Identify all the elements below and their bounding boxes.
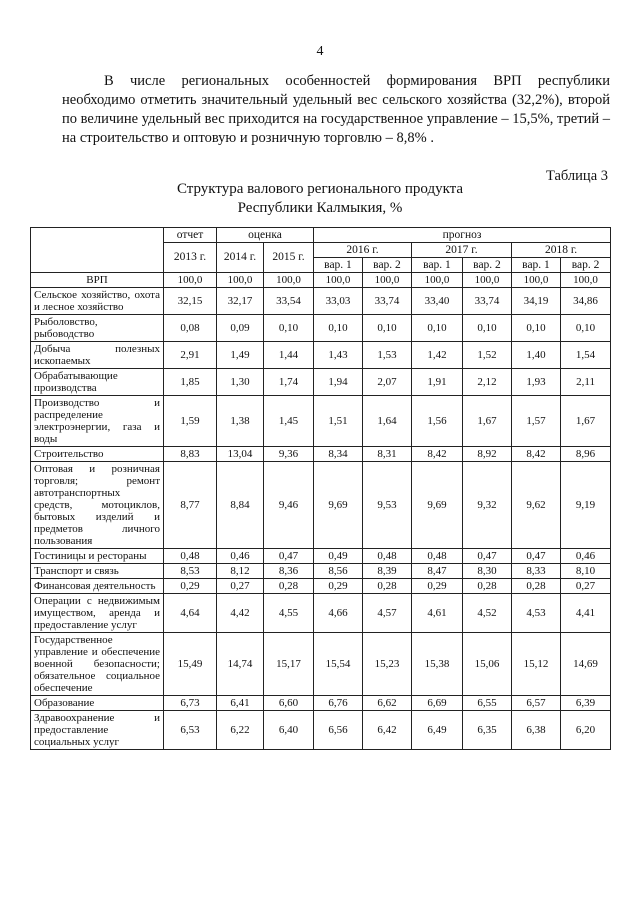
value-cell: 8,42 <box>512 447 561 462</box>
row-label: Гостиницы и рестораны <box>31 549 164 564</box>
value-cell: 14,69 <box>561 633 611 696</box>
value-cell: 2,91 <box>164 342 217 369</box>
value-cell: 1,30 <box>217 369 264 396</box>
value-cell: 4,42 <box>217 594 264 633</box>
value-cell: 9,62 <box>512 462 561 549</box>
value-cell: 1,93 <box>512 369 561 396</box>
value-cell: 15,38 <box>412 633 463 696</box>
value-cell: 1,44 <box>264 342 314 369</box>
header-year-2017: 2017 г. <box>412 243 512 258</box>
value-cell: 100,0 <box>463 273 512 288</box>
table-label: Таблица 3 <box>545 168 608 184</box>
table-row <box>31 396 611 447</box>
header-2018-var-1: вар. 1 <box>512 258 561 273</box>
intro-paragraph: В числе региональных особенностей формирования ВРП республики необходимо отметить значительный удельный вес сельского хозяйства (32,2%), второй по величине удельный вес приходится на государственное управление – 15,5%, третий – на строительство и оптовую и розничную торговлю – 8,8% . <box>62 73 610 146</box>
value-cell: 15,12 <box>512 633 561 696</box>
value-cell: 1,56 <box>412 396 463 447</box>
value-cell: 33,74 <box>363 288 412 315</box>
value-cell: 0,29 <box>412 579 463 594</box>
value-cell: 0,28 <box>363 579 412 594</box>
value-cell: 100,0 <box>164 273 217 288</box>
header-year-2014: 2014 г. <box>217 243 264 273</box>
value-cell: 8,10 <box>561 564 611 579</box>
header-report: отчет <box>164 228 217 243</box>
value-cell: 4,61 <box>412 594 463 633</box>
value-cell: 0,28 <box>463 579 512 594</box>
value-cell: 6,62 <box>363 696 412 711</box>
value-cell: 0,10 <box>264 315 314 342</box>
value-cell: 15,06 <box>463 633 512 696</box>
value-cell: 9,53 <box>363 462 412 549</box>
value-cell: 8,47 <box>412 564 463 579</box>
value-cell: 0,10 <box>314 315 363 342</box>
row-label: Добыча полезных ископаемых <box>31 342 164 369</box>
row-label: Финансовая деятельность <box>31 579 164 594</box>
value-cell: 4,55 <box>264 594 314 633</box>
header-year-2013: 2013 г. <box>164 243 217 273</box>
value-cell: 6,56 <box>314 711 363 750</box>
value-cell: 14,74 <box>217 633 264 696</box>
header-year-2015: 2015 г. <box>264 243 314 273</box>
value-cell: 8,34 <box>314 447 363 462</box>
value-cell: 2,11 <box>561 369 611 396</box>
value-cell: 9,19 <box>561 462 611 549</box>
value-cell: 0,08 <box>164 315 217 342</box>
value-cell: 0,46 <box>217 549 264 564</box>
row-label: Рыболовство, рыбоводство <box>31 315 164 342</box>
value-cell: 4,57 <box>363 594 412 633</box>
value-cell: 1,59 <box>164 396 217 447</box>
value-cell: 0,49 <box>314 549 363 564</box>
table-title-line-2: Республики Калмыкия, % <box>237 200 403 216</box>
value-cell: 0,10 <box>561 315 611 342</box>
value-cell: 0,27 <box>561 579 611 594</box>
row-label: Производство и распределение электроэнергии, газа и воды <box>31 396 164 447</box>
value-cell: 15,49 <box>164 633 217 696</box>
table-title <box>0 180 640 218</box>
table-row <box>31 696 611 711</box>
value-cell: 100,0 <box>314 273 363 288</box>
value-cell: 1,57 <box>512 396 561 447</box>
table-row <box>31 315 611 342</box>
value-cell: 33,74 <box>463 288 512 315</box>
value-cell: 1,43 <box>314 342 363 369</box>
value-cell: 8,77 <box>164 462 217 549</box>
value-cell: 0,28 <box>264 579 314 594</box>
table-row <box>31 288 611 315</box>
value-cell: 9,69 <box>314 462 363 549</box>
value-cell: 1,94 <box>314 369 363 396</box>
value-cell: 0,09 <box>217 315 264 342</box>
value-cell: 100,0 <box>217 273 264 288</box>
value-cell: 8,42 <box>412 447 463 462</box>
value-cell: 6,22 <box>217 711 264 750</box>
value-cell: 6,55 <box>463 696 512 711</box>
value-cell: 15,54 <box>314 633 363 696</box>
value-cell: 6,35 <box>463 711 512 750</box>
value-cell: 6,40 <box>264 711 314 750</box>
value-cell: 8,83 <box>164 447 217 462</box>
value-cell: 0,10 <box>363 315 412 342</box>
value-cell: 6,53 <box>164 711 217 750</box>
value-cell: 0,48 <box>412 549 463 564</box>
table-body <box>31 273 611 750</box>
row-label: Оптовая и розничная торговля; ремонт автотранспортных средств, мотоциклов, бытовых изделий и предметов личного пользования <box>31 462 164 549</box>
value-cell: 1,74 <box>264 369 314 396</box>
row-label: ВРП <box>31 273 164 288</box>
value-cell: 4,41 <box>561 594 611 633</box>
value-cell: 8,96 <box>561 447 611 462</box>
value-cell: 4,66 <box>314 594 363 633</box>
value-cell: 8,92 <box>463 447 512 462</box>
value-cell: 13,04 <box>217 447 264 462</box>
table-row <box>31 564 611 579</box>
value-cell: 0,29 <box>164 579 217 594</box>
row-label: Операции с недвижимым имуществом, аренда и предоставление услуг <box>31 594 164 633</box>
header-2017-var-2: вар. 2 <box>463 258 512 273</box>
value-cell: 6,57 <box>512 696 561 711</box>
value-cell: 6,60 <box>264 696 314 711</box>
value-cell: 0,46 <box>561 549 611 564</box>
value-cell: 100,0 <box>561 273 611 288</box>
header-year-2018: 2018 г. <box>512 243 611 258</box>
table-row <box>31 369 611 396</box>
row-label: Сельское хозяйство, охота и лесное хозяйство <box>31 288 164 315</box>
value-cell: 100,0 <box>412 273 463 288</box>
table-row <box>31 633 611 696</box>
value-cell: 4,64 <box>164 594 217 633</box>
value-cell: 0,27 <box>217 579 264 594</box>
value-cell: 15,17 <box>264 633 314 696</box>
value-cell: 8,12 <box>217 564 264 579</box>
value-cell: 6,49 <box>412 711 463 750</box>
value-cell: 1,38 <box>217 396 264 447</box>
header-2017-var-1: вар. 1 <box>412 258 463 273</box>
value-cell: 6,42 <box>363 711 412 750</box>
value-cell: 1,52 <box>463 342 512 369</box>
value-cell: 33,03 <box>314 288 363 315</box>
value-cell: 1,67 <box>561 396 611 447</box>
value-cell: 6,20 <box>561 711 611 750</box>
value-cell: 2,07 <box>363 369 412 396</box>
row-label: Государственное управление и обеспечение военной безопасности; обязательное социальное обеспечение <box>31 633 164 696</box>
value-cell: 34,19 <box>512 288 561 315</box>
value-cell: 100,0 <box>363 273 412 288</box>
value-cell: 0,47 <box>512 549 561 564</box>
value-cell: 8,84 <box>217 462 264 549</box>
value-cell: 8,33 <box>512 564 561 579</box>
grp-structure-table <box>30 227 611 750</box>
value-cell: 0,10 <box>463 315 512 342</box>
value-cell: 0,47 <box>264 549 314 564</box>
value-cell: 8,36 <box>264 564 314 579</box>
table-row <box>31 447 611 462</box>
value-cell: 6,69 <box>412 696 463 711</box>
value-cell: 8,31 <box>363 447 412 462</box>
table-row <box>31 549 611 564</box>
value-cell: 1,67 <box>463 396 512 447</box>
value-cell: 1,54 <box>561 342 611 369</box>
table-row <box>31 342 611 369</box>
value-cell: 100,0 <box>512 273 561 288</box>
value-cell: 9,36 <box>264 447 314 462</box>
table-title-line-1: Структура валового регионального продукта <box>176 181 464 197</box>
value-cell: 6,73 <box>164 696 217 711</box>
row-label: Строительство <box>31 447 164 462</box>
value-cell: 8,39 <box>363 564 412 579</box>
value-cell: 1,91 <box>412 369 463 396</box>
value-cell: 8,53 <box>164 564 217 579</box>
value-cell: 9,32 <box>463 462 512 549</box>
value-cell: 2,12 <box>463 369 512 396</box>
value-cell: 8,56 <box>314 564 363 579</box>
table-row <box>31 462 611 549</box>
value-cell: 1,53 <box>363 342 412 369</box>
value-cell: 0,47 <box>463 549 512 564</box>
value-cell: 8,30 <box>463 564 512 579</box>
value-cell: 0,48 <box>363 549 412 564</box>
value-cell: 1,40 <box>512 342 561 369</box>
value-cell: 1,49 <box>217 342 264 369</box>
header-2016-var-2: вар. 2 <box>363 258 412 273</box>
table-row <box>31 594 611 633</box>
table-row <box>31 711 611 750</box>
value-cell: 6,39 <box>561 696 611 711</box>
value-cell: 0,28 <box>512 579 561 594</box>
value-cell: 9,46 <box>264 462 314 549</box>
table-row <box>31 579 611 594</box>
value-cell: 1,42 <box>412 342 463 369</box>
header-empty-cell <box>31 228 164 273</box>
row-label: Транспорт и связь <box>31 564 164 579</box>
value-cell: 34,86 <box>561 288 611 315</box>
row-label: Обрабатывающие производства <box>31 369 164 396</box>
value-cell: 0,48 <box>164 549 217 564</box>
value-cell: 100,0 <box>264 273 314 288</box>
value-cell: 1,64 <box>363 396 412 447</box>
value-cell: 0,10 <box>512 315 561 342</box>
value-cell: 33,40 <box>412 288 463 315</box>
row-label: Образование <box>31 696 164 711</box>
value-cell: 6,76 <box>314 696 363 711</box>
header-year-2016: 2016 г. <box>314 243 412 258</box>
value-cell: 1,85 <box>164 369 217 396</box>
value-cell: 32,15 <box>164 288 217 315</box>
value-cell: 1,45 <box>264 396 314 447</box>
header-2016-var-1: вар. 1 <box>314 258 363 273</box>
header-estimate: оценка <box>217 228 314 243</box>
header-forecast: прогноз <box>314 228 611 243</box>
value-cell: 4,52 <box>463 594 512 633</box>
value-cell: 0,10 <box>412 315 463 342</box>
value-cell: 6,38 <box>512 711 561 750</box>
value-cell: 0,29 <box>314 579 363 594</box>
value-cell: 33,54 <box>264 288 314 315</box>
table-row <box>31 273 611 288</box>
value-cell: 1,51 <box>314 396 363 447</box>
value-cell: 4,53 <box>512 594 561 633</box>
value-cell: 6,41 <box>217 696 264 711</box>
header-2018-var-2: вар. 2 <box>561 258 611 273</box>
value-cell: 15,23 <box>363 633 412 696</box>
page-number: 4 <box>316 44 324 59</box>
row-label: Здравоохранение и предоставление социальных услуг <box>31 711 164 750</box>
value-cell: 32,17 <box>217 288 264 315</box>
value-cell: 9,69 <box>412 462 463 549</box>
